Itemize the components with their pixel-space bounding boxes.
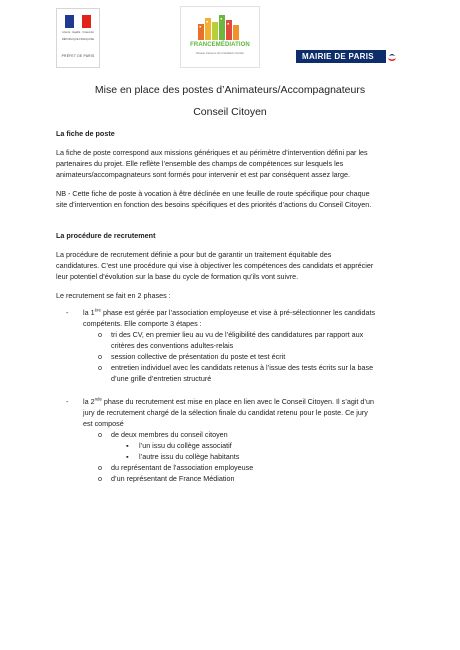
phase2-line: est composé bbox=[83, 419, 124, 428]
list-circle-bullet: o bbox=[98, 430, 102, 439]
paragraph-line: Le recrutement se fait en 2 phases : bbox=[56, 291, 171, 300]
list-circle-bullet: o bbox=[98, 352, 102, 361]
list-item: d’une grille d’entretien structuré bbox=[111, 374, 212, 383]
list-dash: - bbox=[66, 308, 69, 317]
superscript: ère bbox=[94, 307, 101, 313]
french-flag-icon bbox=[65, 15, 91, 28]
list-item: de deux membres du conseil citoyen bbox=[111, 430, 228, 439]
list-item: l’autre issu du collège habitants bbox=[139, 452, 240, 461]
phase2-line: la 2nde phase du recrutement est mise en place en lien avec le Conseil Citoyen. Il s’agit d’un bbox=[83, 396, 374, 406]
list-item: session collective de présentation du poste et test écrit bbox=[111, 352, 286, 361]
building-bars-icon bbox=[196, 14, 246, 40]
paragraph-line: site d’intervention en fonction des besoins spécifiques et des priorités d’actions du Conseil Citoyen. bbox=[56, 200, 372, 209]
list-circle-bullet: o bbox=[98, 330, 102, 339]
phase1-line: la 1ère phase est gérée par l’association employeuse et vise à pré-sélectionner les candidats bbox=[83, 307, 376, 317]
list-dash: - bbox=[66, 397, 69, 406]
phase1-line: compétents. Elle comporte 3 étapes : bbox=[83, 319, 202, 328]
list-item: l’un issu du collège associatif bbox=[139, 441, 232, 450]
list-circle-bullet: o bbox=[98, 474, 102, 483]
france-mediation-logo bbox=[180, 6, 260, 68]
phase2-line: jury de recrutement chargé de la sélection finale du candidat retenu pour le poste. Ce jury bbox=[83, 408, 368, 417]
paragraph-line: animateurs/accompagnateurs sont formés pour intervenir et est par conséquent assez large. bbox=[56, 170, 351, 179]
paragraph-line: partenaires du projet. Elle reflète l’ensemble des champs de compétences sur lesquels les bbox=[56, 159, 344, 168]
prefet-caption: PRÉFET DE PARIS bbox=[61, 54, 95, 58]
list-square-bullet: ▪ bbox=[126, 452, 129, 461]
prefet-motto: Liberté · Égalité · Fraternité bbox=[62, 31, 94, 34]
document-title: Mise en place des postes d’Animateurs/Accompagnateurs bbox=[94, 84, 366, 96]
france-mediation-tagline: Réseau d'acteurs de la Médiation Sociale bbox=[196, 52, 244, 55]
mairie-de-paris-text: MAIRIE DE PARIS bbox=[302, 52, 374, 61]
prefet-de-paris-logo bbox=[56, 8, 100, 68]
paragraph-line: La procédure de recrutement définie a pour but de garantir un traitement équitable des bbox=[56, 250, 332, 259]
list-circle-bullet: o bbox=[98, 363, 102, 372]
list-item: d’un représentant de France Médiation bbox=[111, 474, 235, 483]
list-item: entretien individuel avec les candidats retenus à l’issue des tests écrits sur la base bbox=[111, 363, 374, 372]
list-item: du représentant de l’association employeuse bbox=[111, 463, 254, 472]
paragraph-line: leur potentiel d’évolution sur la base du cycle de formation qu’ils vont suivre. bbox=[56, 272, 299, 281]
list-item: critères des conventions adultes-relais bbox=[111, 341, 234, 350]
paragraph-line: NB - Cette fiche de poste à vocation à être déclinée en une feuille de route spécifique pour chaque bbox=[56, 189, 370, 198]
mairie-de-paris-logo bbox=[296, 50, 398, 63]
list-circle-bullet: o bbox=[98, 463, 102, 472]
prefet-republique: RÉPUBLIQUE FRANÇAISE bbox=[61, 38, 95, 41]
section-heading-procedure: La procédure de recrutement bbox=[56, 231, 156, 240]
paragraph-line: candidatures. C’est une procédure qui vise à objectiver les compétences des candidats et apprécier bbox=[56, 261, 374, 270]
section-heading-fiche-de-poste: La fiche de poste bbox=[56, 129, 115, 138]
list-item: tri des CV, en premier lieu au vu de l’éligibilité des candidatures par rapport aux bbox=[111, 330, 364, 339]
france-mediation-name: FRANCEMÉDIATION bbox=[190, 42, 250, 48]
superscript: nde bbox=[94, 396, 102, 402]
paris-ship-icon bbox=[386, 50, 398, 63]
list-square-bullet: ▪ bbox=[126, 441, 129, 450]
document-subtitle: Conseil Citoyen bbox=[193, 106, 267, 118]
paragraph-line: La fiche de poste correspond aux missions génériques et au périmètre d’intervention défini par les bbox=[56, 148, 368, 157]
